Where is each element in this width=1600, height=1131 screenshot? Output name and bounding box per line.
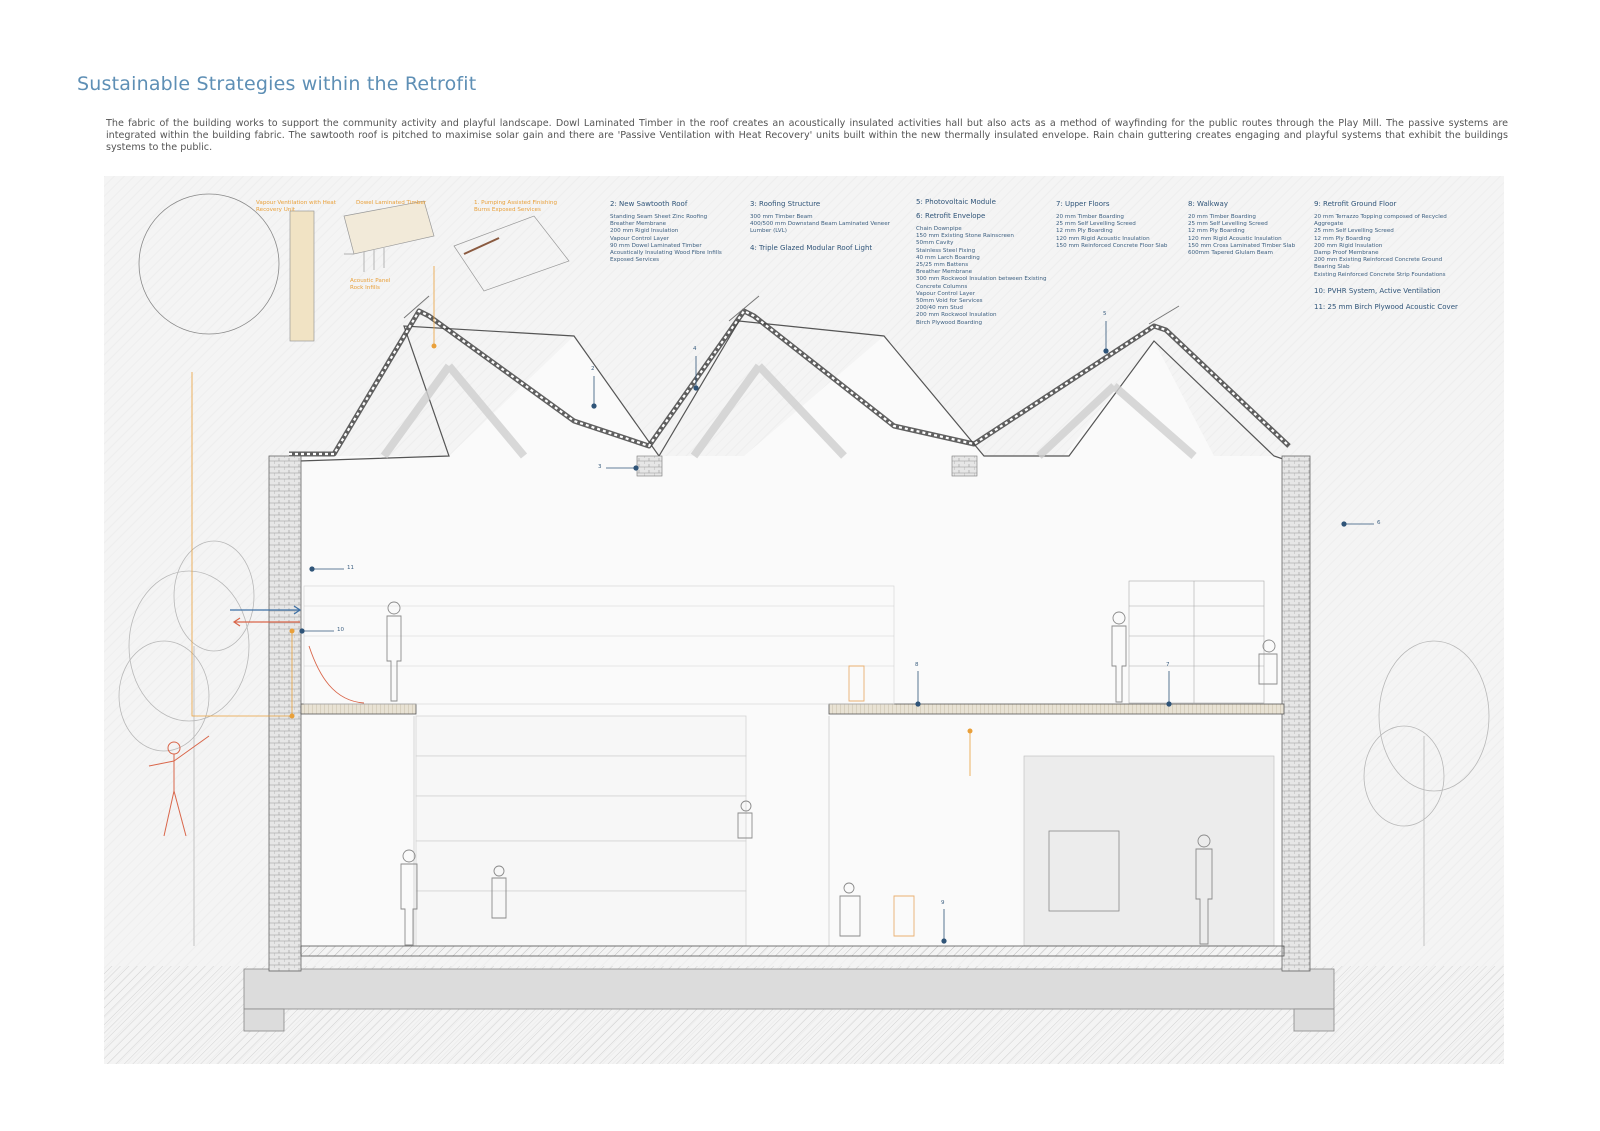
callout-number-8: 8 — [915, 662, 919, 668]
spec-heading-upper-floors: 7: Upper Floors — [1056, 200, 1110, 208]
callout-number-11: 11 — [347, 565, 354, 571]
curtain-area — [1024, 756, 1274, 946]
spec-heading-retrofit-envelope: 6: Retrofit Envelope — [916, 212, 986, 220]
spec-item: 25 mm Self Levelling Screed — [1188, 221, 1268, 228]
spec-item: 200 mm Rockwool Insulation — [916, 312, 997, 319]
ground-slab — [301, 946, 1284, 956]
spec-item: 400/500 mm Downstand Beam Laminated Veneer — [750, 221, 890, 228]
section-drawing — [104, 176, 1504, 1064]
spec-item: 200 mm Existing Reinforced Concrete Ground — [1314, 257, 1443, 264]
callout-number-7: 7 — [1166, 662, 1170, 668]
spec-item: Existing Reinforced Concrete Strip Foundations — [1314, 271, 1446, 278]
spec-heading-photovoltaic: 5: Photovoltaic Module — [916, 198, 996, 206]
page-title: Sustainable Strategies within the Retrofit — [77, 73, 477, 95]
spec-heading-sawtooth-roof: 2: New Sawtooth Roof — [610, 200, 688, 208]
spec-item: 40 mm Larch Boarding — [916, 254, 980, 261]
spec-item: 20 mm Terrazzo Topping composed of Recycled — [1314, 214, 1447, 220]
spec-item: Stainless Steel Fixing — [916, 247, 976, 254]
spec-item: 12 mm Ply Boarding — [1056, 228, 1113, 235]
spec-item: 90 mm Dowel Laminated Timber — [610, 242, 702, 249]
spec-item: 25 mm Self Levelling Screed — [1314, 228, 1394, 235]
spec-item: 200 mm Rigid Insulation — [610, 228, 679, 235]
spec-item: Concrete Columns — [916, 283, 968, 290]
callout-number-2: 2 — [591, 366, 595, 372]
spec-heading-pvhr: 10: PVHR System, Active Ventilation — [1314, 286, 1441, 295]
detail-thumbnails — [290, 201, 569, 341]
spec-item: 12 mm Ply Boarding — [1188, 228, 1245, 235]
callout-number-10: 10 — [337, 627, 344, 633]
spec-heading-walkway: 8: Walkway — [1188, 200, 1228, 208]
section-svg — [104, 176, 1504, 1064]
spec-item: Breather Membrane — [916, 269, 973, 276]
spec-item: Damp Proof Membrane — [1314, 250, 1379, 257]
roof-lights — [404, 296, 1179, 324]
spec-item: Breather Membrane — [610, 221, 667, 228]
spec-item: Birch Plywood Boarding — [916, 319, 983, 326]
callout-pumping: 1. Pumping Assisted Finishing Burns Exposed Services — [474, 200, 558, 213]
spec-heading-ground-floor: 9: Retrofit Ground Floor — [1314, 200, 1397, 208]
spec-item: 120 mm Rigid Acoustic Insulation — [1188, 235, 1282, 242]
spec-item: 150 mm Cross Laminated Timber Slab — [1188, 242, 1296, 249]
spec-item: 12 mm Ply Boarding — [1314, 235, 1371, 242]
spec-item: 200 mm Rigid Insulation — [1314, 242, 1383, 249]
left-wall — [269, 456, 301, 971]
exterior-figure — [149, 736, 209, 836]
callout-number-9: 9 — [941, 900, 945, 906]
spec-item: 150 mm Reinforced Concrete Floor Slab — [1056, 242, 1168, 249]
callout-dowel-timber: Dowel Laminated Timber — [356, 200, 427, 206]
spec-item: Vapour Control Layer — [916, 290, 976, 297]
callout-number-3: 3 — [598, 464, 602, 470]
intro-paragraph: The fabric of the building works to support the community activity and playful landscape. Dowl Laminated Timber in the roof creates an acoustically insulated activities hall but also acts as a method of wayfinding for the public routes through the Play Mill. The passive systems are integrated within the building fabric. The sawtooth roof is pitched to maximise solar gain and there are 'Passive Ventilation with Heat Recovery' units built within the new thermally insulated envelope. Rain chain guttering creates engaging and playful systems that exhibit the buildings systems to the public. — [106, 118, 1508, 153]
spec-item: Exposed Services — [610, 257, 660, 264]
spec-heading-acoustic-cover: 11: 25 mm Birch Plywood Acoustic Cover — [1314, 302, 1458, 311]
spec-item: Lumber (LVL) — [750, 228, 787, 235]
spec-item: 20 mm Timber Boarding — [1188, 214, 1256, 220]
callout-number-4: 4 — [693, 346, 697, 352]
tiered-seating — [416, 716, 746, 946]
spec-item: Bearing Slab — [1314, 264, 1350, 271]
spec-item: 50mm Void for Services — [916, 298, 983, 305]
spec-heading-roof-light: 4: Triple Glazed Modular Roof Light — [750, 243, 873, 252]
right-wall — [1282, 456, 1310, 971]
spec-item: 200/40 mm Stud — [916, 305, 963, 312]
callout-number-6: 6 — [1377, 520, 1381, 526]
spec-item: 20 mm Timber Boarding — [1056, 214, 1124, 220]
spec-item: 600mm Tapered Glulam Beam — [1188, 250, 1274, 257]
spec-item: 25/25 mm Battens — [916, 262, 969, 269]
spec-item: 25 mm Self Levelling Screed — [1056, 221, 1136, 228]
spec-item: 120 mm Rigid Acoustic Insulation — [1056, 235, 1150, 242]
callout-acoustic-panel: Acoustic Panel Rock Infills — [350, 278, 391, 291]
spec-heading-roofing-structure: 3: Roofing Structure — [750, 200, 821, 208]
spec-item: Aggregate — [1314, 221, 1344, 228]
spec-item: Chain Downpipe — [916, 226, 962, 232]
spec-item: 300 mm Timber Beam — [750, 214, 813, 220]
spec-item: 300 mm Rockwool Insulation between Existing — [916, 276, 1047, 283]
spec-item: 50mm Cavity — [916, 240, 954, 247]
spec-item: Acoustically Insulating Wood Fibre Infills — [610, 250, 722, 257]
callout-number-5: 5 — [1103, 311, 1107, 317]
spec-item: Standing Seam Sheet Zinc Roofing — [610, 214, 708, 220]
spec-item: Vapour Control Layer — [610, 235, 670, 242]
callout-pvhr-unit: Vapour Ventilation with Heat Recovery Unit — [256, 200, 336, 213]
spec-item: 150 mm Existing Stone Rainscreen — [916, 233, 1014, 240]
